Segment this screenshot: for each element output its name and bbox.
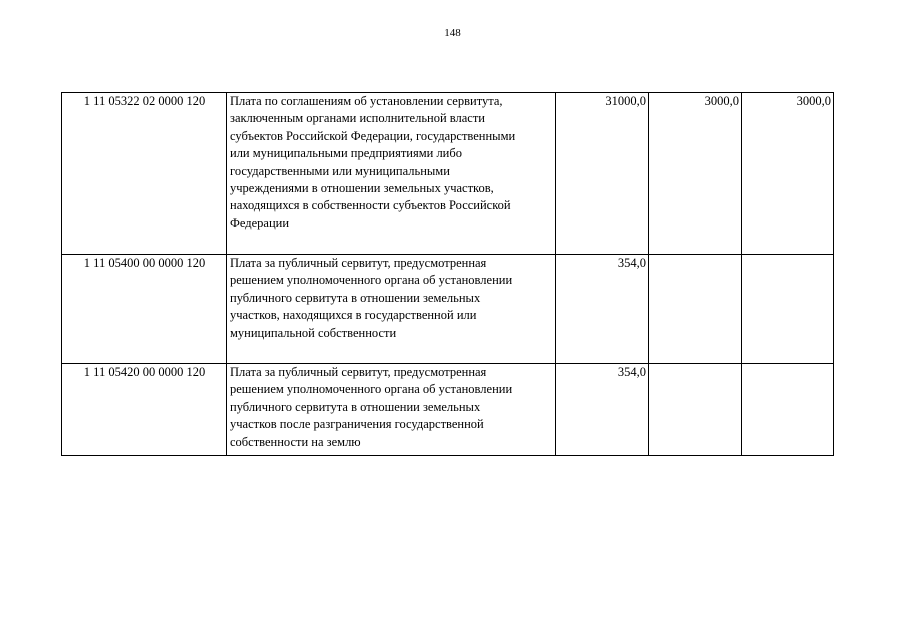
table-row — [62, 364, 834, 456]
amount-cell-1: 354,0 — [556, 364, 649, 456]
amount-cell-3 — [742, 364, 834, 456]
amount-cell-3: 3000,0 — [742, 93, 834, 255]
budget-classification-code: 1 11 05420 00 0000 120 — [62, 364, 227, 456]
page-number: 148 — [444, 27, 461, 39]
table-row — [62, 93, 834, 255]
amount-cell-3 — [742, 255, 834, 364]
revenue-description — [227, 255, 556, 364]
revenue-description — [227, 364, 556, 456]
description-line: Плата за публичный сервитут, предусмотренная — [230, 365, 487, 379]
description-line: публичного сервитута в отношении земельных — [230, 290, 481, 305]
budget-revenue-table — [61, 92, 834, 456]
description-line: решением уполномоченного органа об установлении — [230, 273, 513, 288]
amount-cell-2 — [649, 364, 742, 456]
description-line: публичного сервитута в отношении земельных — [230, 399, 481, 414]
amount-cell-2: 3000,0 — [649, 93, 742, 255]
budget-classification-code: 1 11 05400 00 0000 120 — [62, 255, 227, 364]
table-row — [62, 255, 834, 364]
description-line: участков после разграничения государственной — [230, 417, 484, 432]
description-line: собственности на землю — [230, 434, 361, 449]
description-line: Плата по соглашениям об установлении сервитута, — [230, 94, 503, 108]
description-line: заключенным органами исполнительной власти — [230, 111, 485, 126]
description-line: государственными или муниципальными — [230, 163, 450, 178]
description-line: находящихся в собственности субъектов Российской — [230, 198, 511, 213]
description-line: или муниципальными предприятиями либо — [230, 146, 462, 161]
amount-cell-1: 354,0 — [556, 255, 649, 364]
description-line: участков, находящихся в государственной или — [230, 308, 477, 323]
description-line: субъектов Российской Федерации, государственными — [230, 128, 516, 143]
description-line: Плата за публичный сервитут, предусмотренная — [230, 256, 487, 270]
amount-cell-2 — [649, 255, 742, 364]
description-line: муниципальной собственности — [230, 325, 397, 340]
revenue-description — [227, 93, 556, 255]
amount-cell-1: 31000,0 — [556, 93, 649, 255]
budget-classification-code: 1 11 05322 02 0000 120 — [62, 93, 227, 255]
description-line: решением уполномоченного органа об установлении — [230, 382, 513, 397]
description-line: учреждениями в отношении земельных участков, — [230, 181, 494, 196]
description-line: Федерации — [230, 215, 290, 230]
